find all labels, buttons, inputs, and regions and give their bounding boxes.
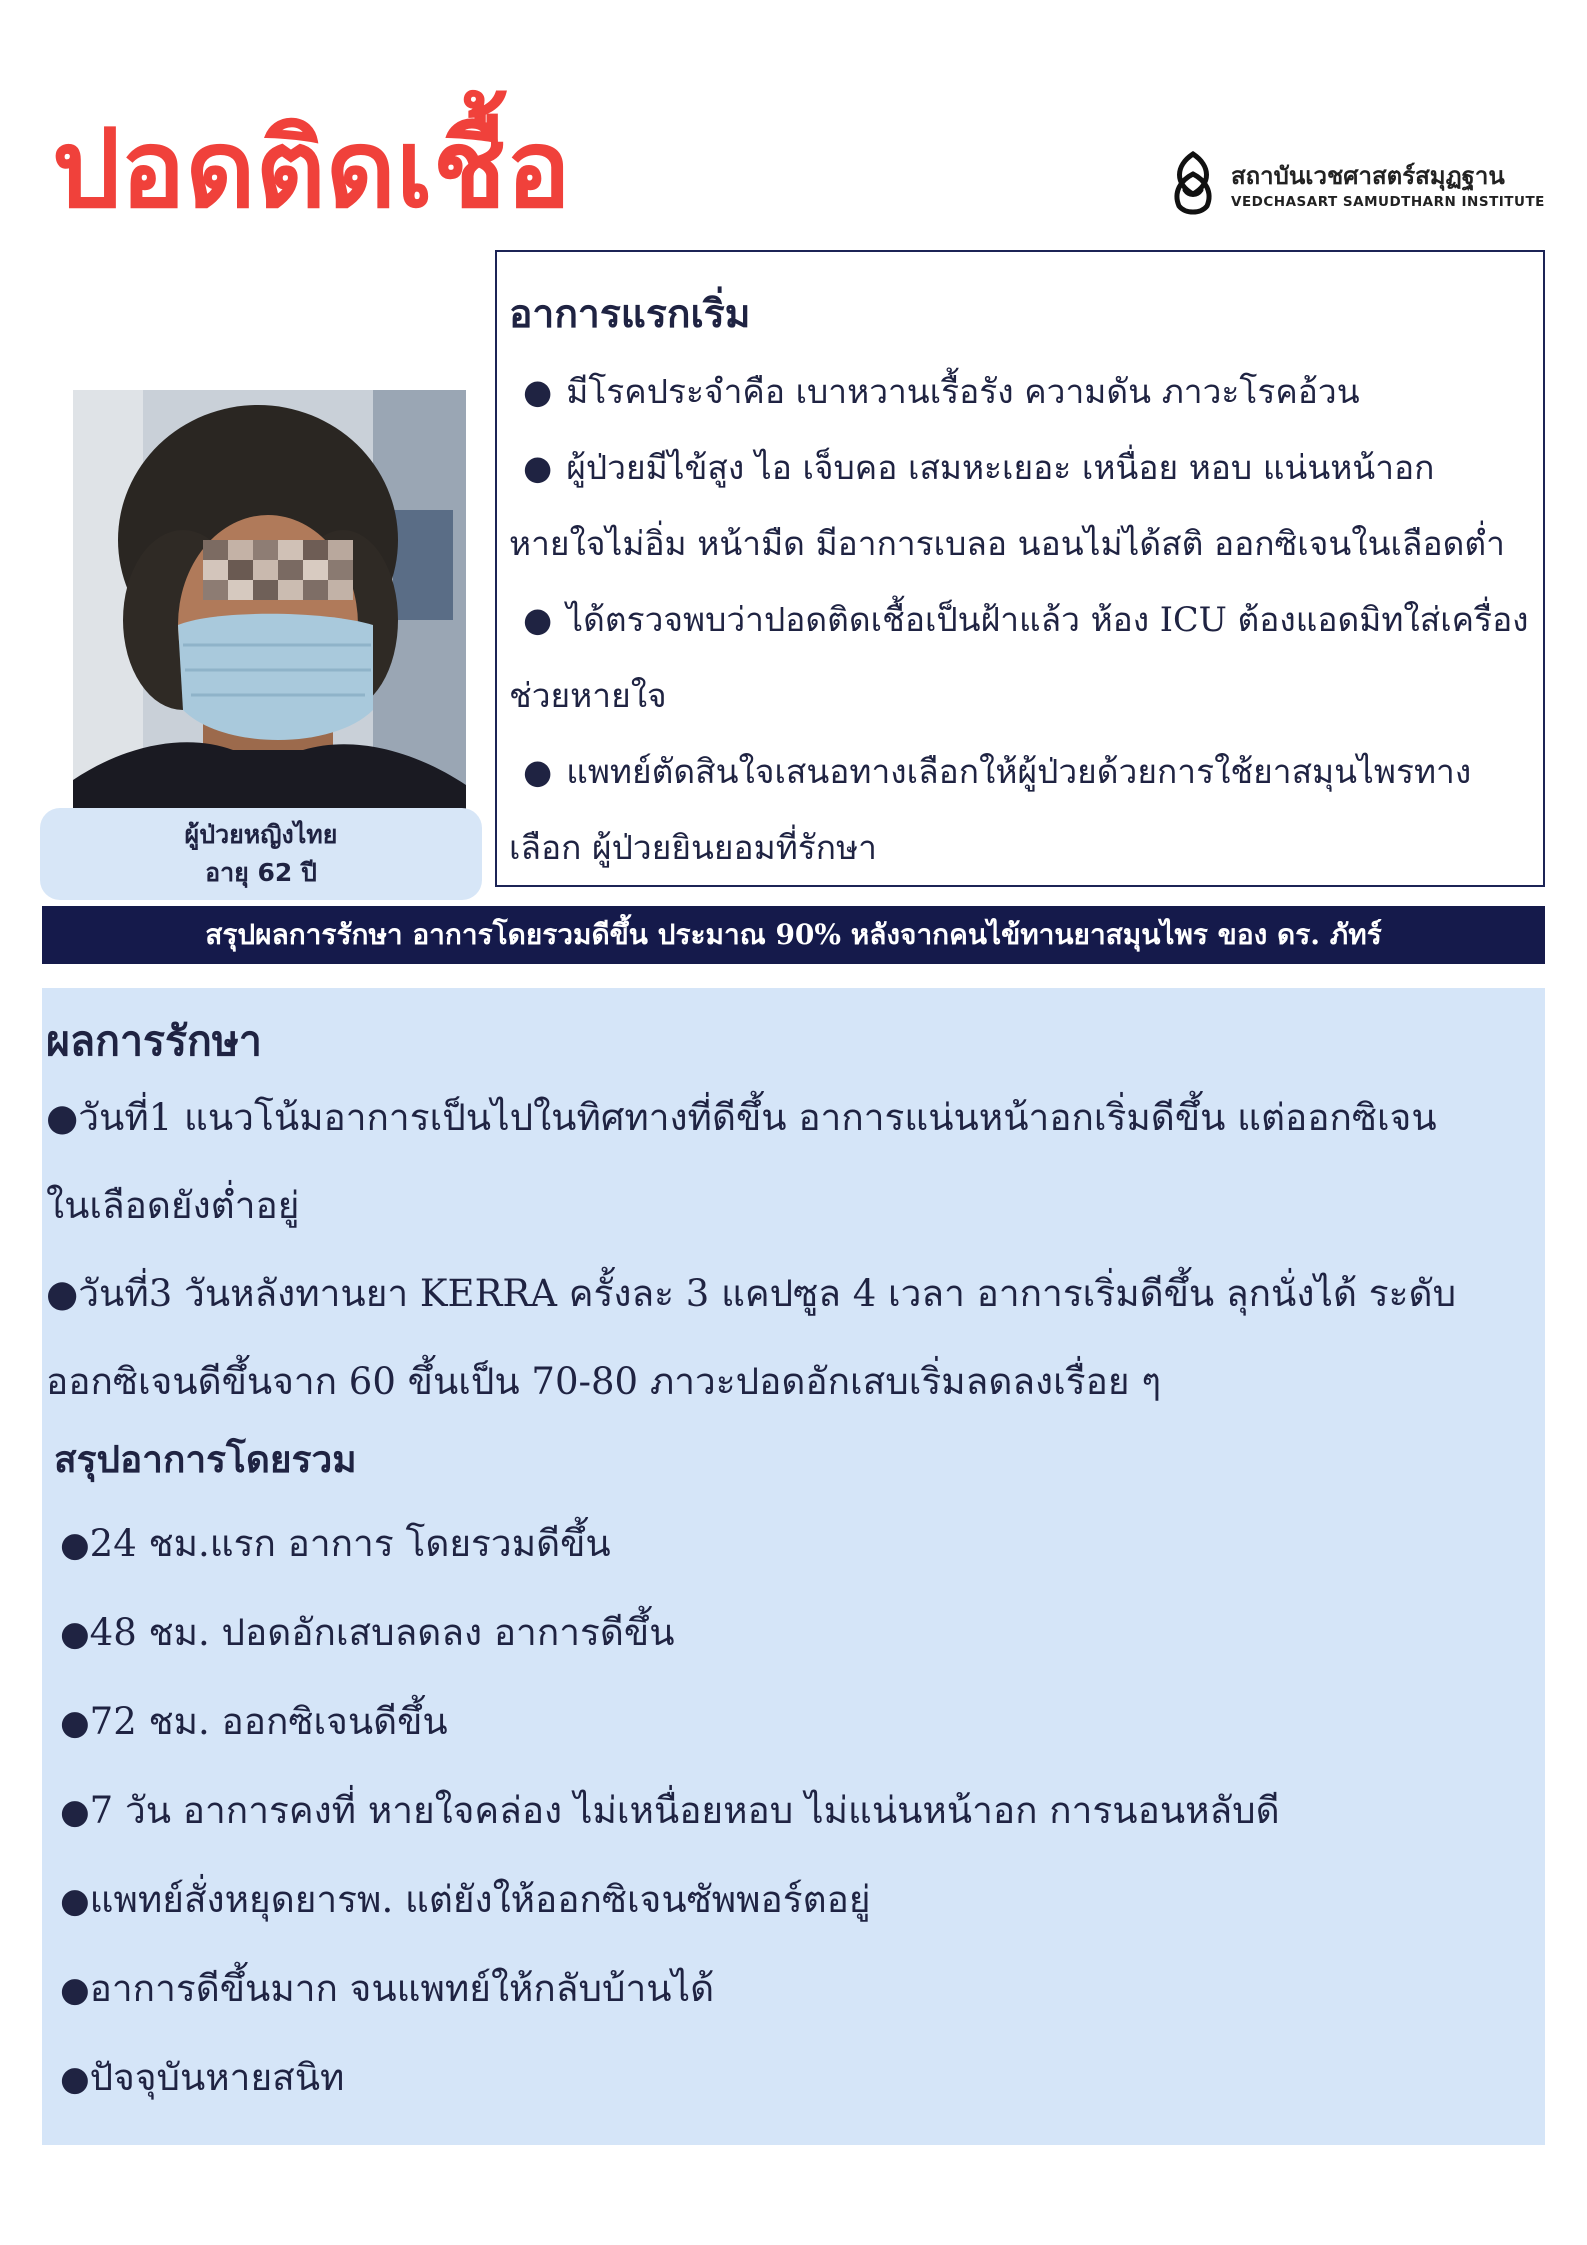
bullet-icon: ● [523, 600, 553, 639]
treatment-summary-bar: สรุปผลการรักษา อาการโดยรวมดีขึ้น ประมาณ 90% หลังจากคนไข้ทานยาสมุนไพร ของ ดร. ภัทร์ [42, 906, 1545, 964]
overall-item: ●แพทย์สั่งหยุดยารพ. แต่ยังให้ออกซิเจนซัพพอร์ตอยู่ [60, 1878, 871, 1921]
bullet-icon: ● [523, 448, 553, 487]
overall-item: ●72 ชม. ออกซิเจนดีขึ้น [60, 1700, 448, 1743]
symptom-continuation: ช่วยหายใจ [509, 676, 667, 715]
symptom-item: ● ผู้ป่วยมีไข้สูง ไอ เจ็บคอ เสมหะเยอะ เหนื่อย หอบ แน่นหน้าอก [523, 448, 1435, 487]
symptom-continuation: เลือก ผู้ป่วยยินยอมที่รักษา [509, 828, 877, 867]
overall-item: ●48 ชม. ปอดอักเสบลดลง อาการดีขึ้น [60, 1611, 675, 1654]
patient-label: ผู้ป่วยหญิงไทย [184, 820, 338, 849]
institute-logo [1165, 148, 1555, 228]
overall-summary-list [46, 1500, 1545, 2123]
day-result-line: ●วันที่1 แนวโน้มอาการเป็นไปในทิศทางที่ดีขึ้น อาการแน่นหน้าอกเริ่มดีขึ้น แต่ออกซิเจน [46, 1096, 1437, 1139]
lotus-logo-icon [1165, 150, 1221, 218]
overall-item: ●ปัจจุบันหายสนิท [60, 2056, 345, 2099]
patient-photo [73, 390, 466, 815]
symptom-continuation: หายใจไม่อิ่ม หน้ามืด มีอาการเบลอ นอนไม่ได้สติ ออกซิเจนในเลือดต่ำ [509, 524, 1505, 563]
day-result-line: ออกซิเจนดีขึ้นจาก 60 ขึ้นเป็น 70-80 ภาวะปอดอักเสบเริ่มลดลงเรื่อย ๆ [46, 1360, 1162, 1403]
page-title: ปอดติดเชื้อ [52, 107, 571, 232]
patient-photo-image [73, 390, 466, 815]
patient-age: อายุ 62 ปี [205, 858, 317, 887]
symptom-item: ● ได้ตรวจพบว่าปอดติดเชื้อเป็นฝ้าแล้ว ห้อง ICU ต้องแอดมิทใส่เครื่อง [523, 600, 1529, 639]
bullet-icon: ● [60, 1881, 90, 1921]
symptom-item: ● มีโรคประจำคือ เบาหวานเรื้อรัง ความดัน ภาวะโรคอ้วน [523, 372, 1360, 411]
symptom-item: ● แพทย์ตัดสินใจเสนอทางเลือกให้ผู้ป่วยด้วยการใช้ยาสมุนไพรทาง [523, 752, 1472, 791]
treatment-results-panel [42, 988, 1545, 2145]
bullet-icon: ● [60, 1614, 90, 1654]
logo-name-thai: สถาบันเวชศาสตร์สมุฏฐาน [1231, 162, 1505, 190]
patient-caption [40, 808, 482, 900]
initial-symptoms-box [495, 250, 1545, 887]
symptoms-list [509, 354, 1543, 886]
overall-item: ●7 วัน อาการคงที่ หายใจคล่อง ไม่เหนื่อยหอบ ไม่แน่นหน้าอก การนอนหลับดี [60, 1789, 1280, 1832]
overall-item: ●อาการดีขึ้นมาก จนแพทย์ให้กลับบ้านได้ [60, 1967, 715, 2010]
results-heading: ผลการรักษา [46, 1017, 262, 1065]
bullet-icon: ● [60, 1703, 90, 1743]
bullet-icon: ● [60, 2059, 90, 2099]
logo-name-english: VEDCHASART SAMUDTHARN INSTITUTE [1231, 194, 1545, 210]
bullet-icon: ● [60, 1970, 90, 2010]
bullet-icon: ● [523, 752, 553, 791]
overall-item: ●24 ชม.แรก อาการ โดยรวมดีขึ้น [60, 1522, 611, 1565]
overall-summary-heading: สรุปอาการโดยรวม [54, 1437, 357, 1481]
bullet-icon: ● [523, 372, 553, 411]
day-result-line: ในเลือดยังต่ำอยู่ [46, 1184, 300, 1227]
bullet-icon: ● [60, 1792, 90, 1832]
bullet-icon: ● [60, 1525, 90, 1565]
symptoms-heading: อาการแรกเริ่ม [509, 291, 751, 337]
day-result-line: ●วันที่3 วันหลังทานยา KERRA ครั้งละ 3 แคปซูล 4 เวลา อาการเริ่มดีขึ้น ลุกนั่งได้ ระดับ [46, 1272, 1457, 1315]
